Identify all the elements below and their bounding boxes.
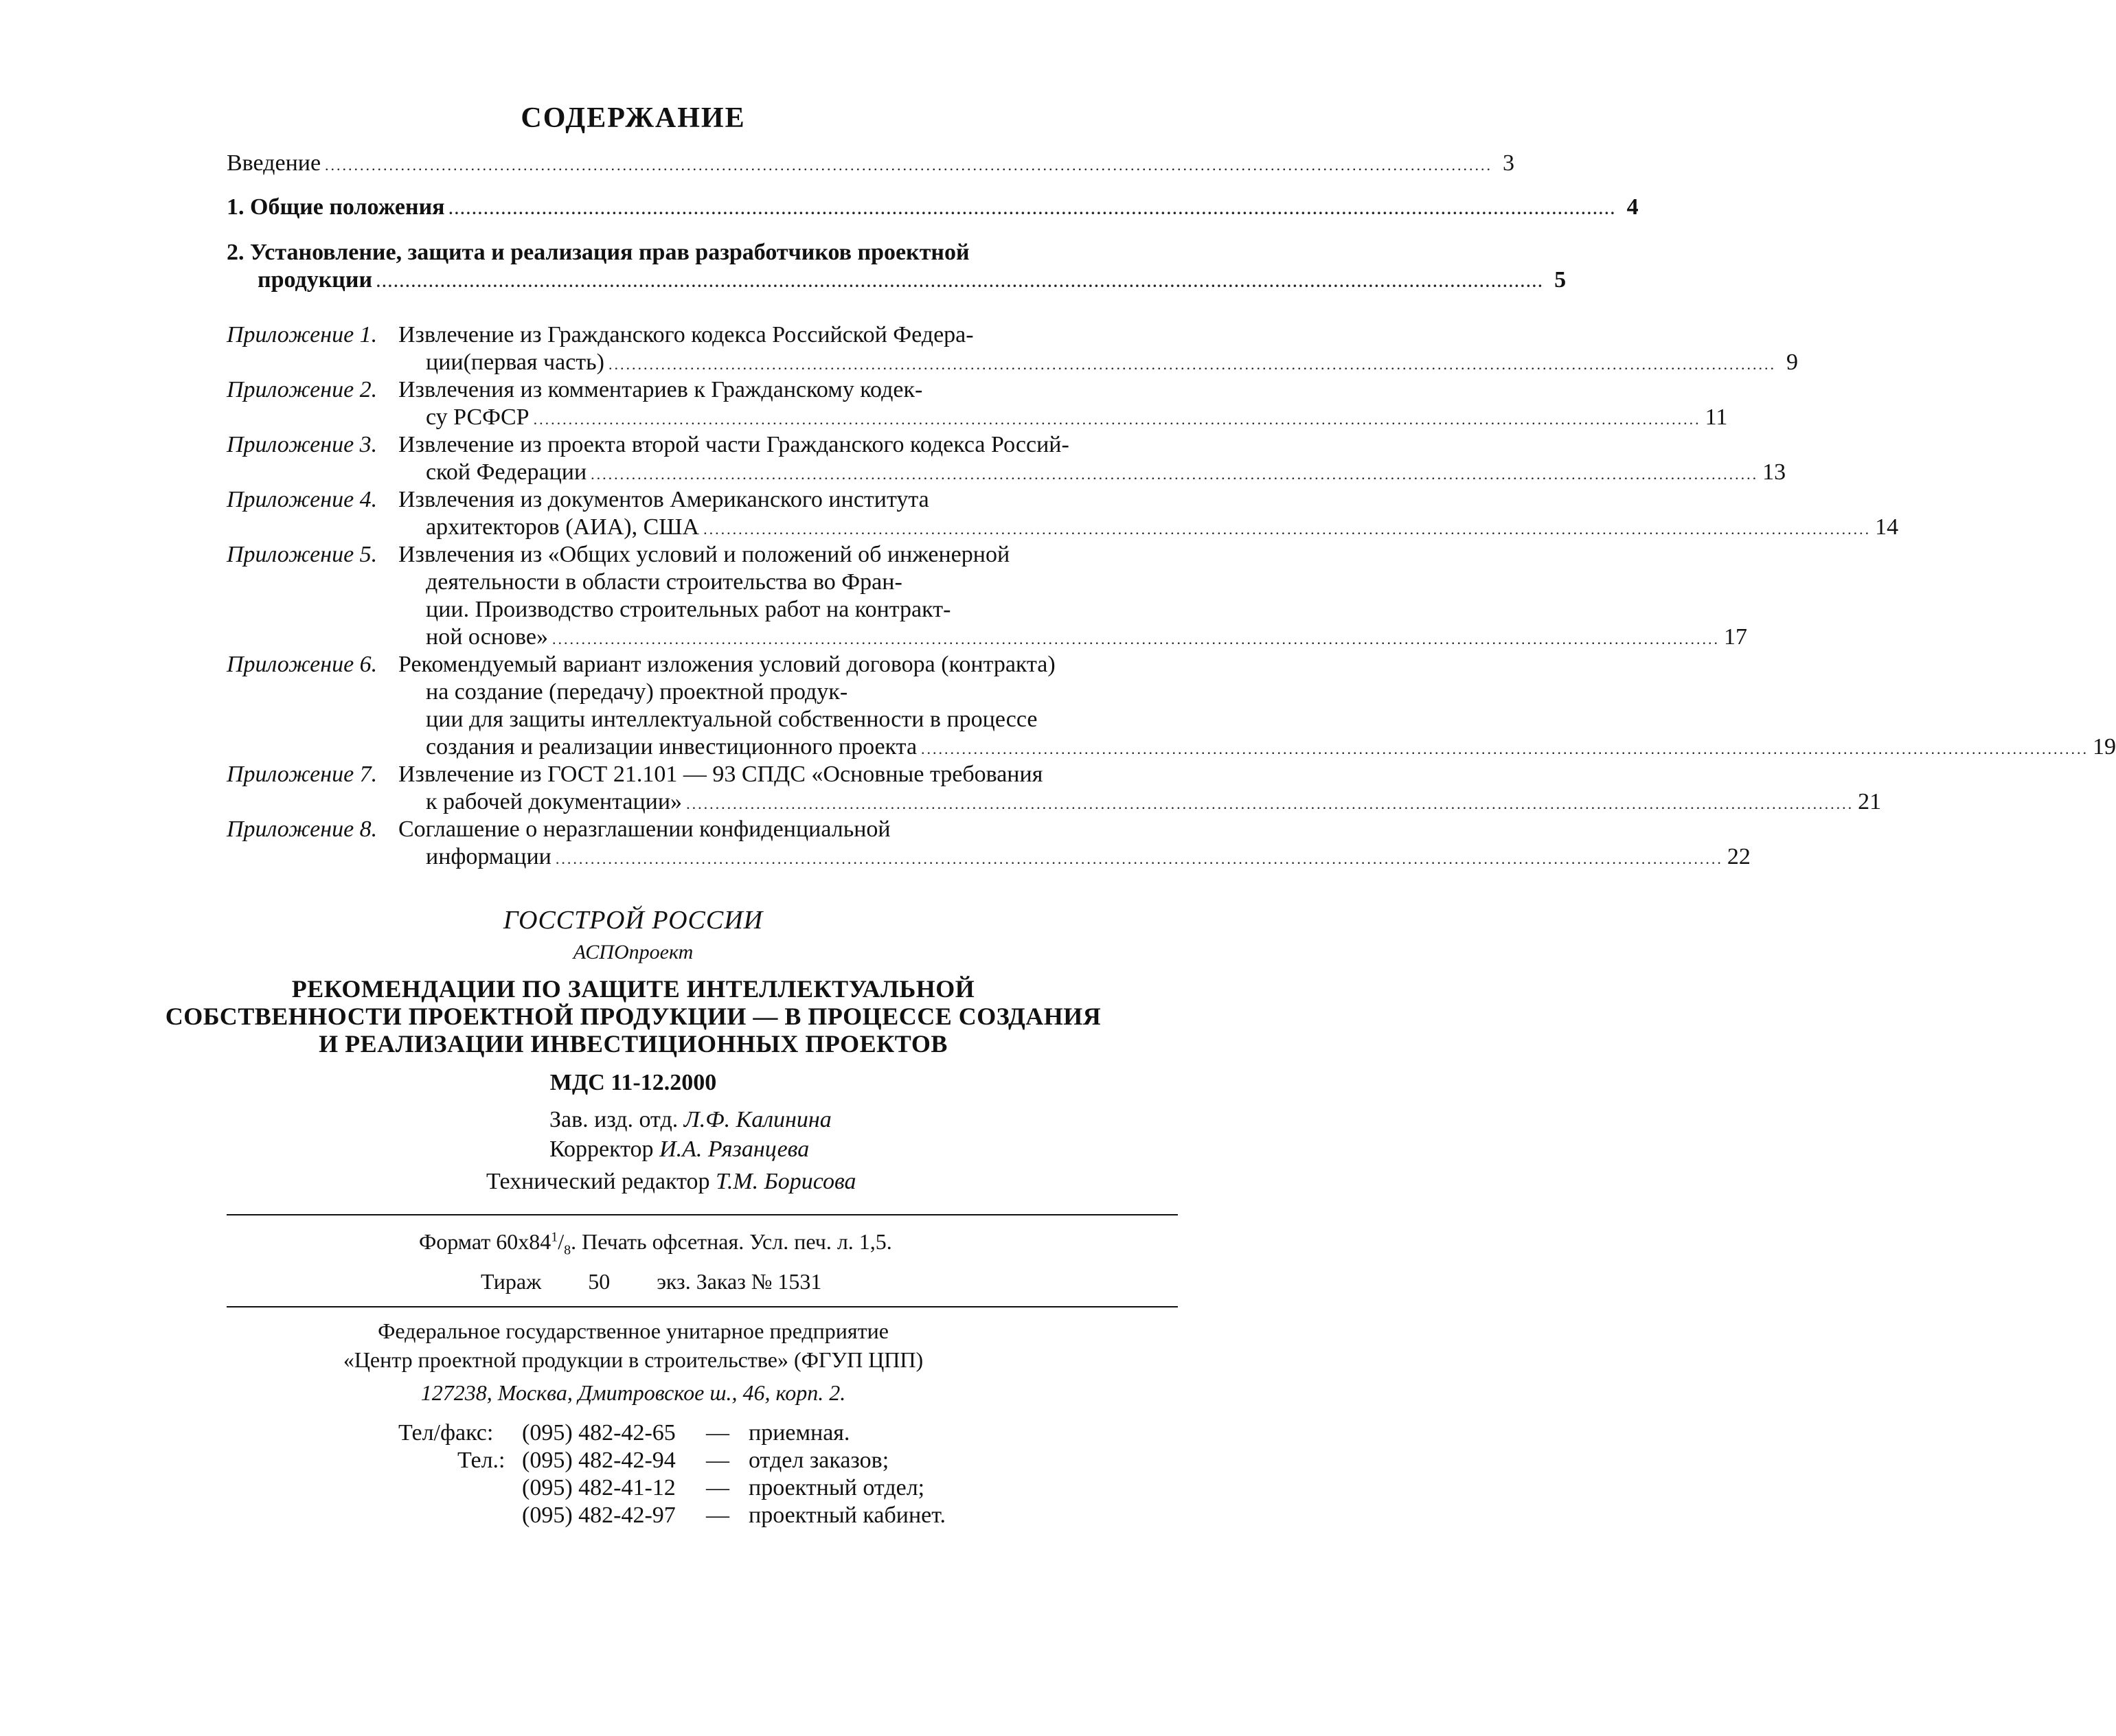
contact-phone[interactable]: (095) 482-42-65 — [522, 1420, 676, 1446]
contact-desc: проектный отдел; — [749, 1475, 925, 1500]
appendix-2-line1[interactable] — [398, 376, 1178, 404]
document-code: МДС 11-12.2000 — [549, 1070, 717, 1095]
contact-dash: — — [706, 1475, 729, 1500]
appendix-text: Извлечение из Гражданского кодекса Российской Федера- — [398, 322, 974, 347]
toc-entry-label: Введение — [227, 150, 321, 176]
appendix-label: Приложение 4. — [227, 487, 378, 512]
dot-leader: ........................................................................................................................................................................................................ — [376, 273, 1545, 290]
appendix-7-line1[interactable] — [398, 761, 1178, 788]
toc-page-number: 5 — [1554, 267, 1567, 293]
appendix-text: Соглашение о неразглашении конфиденциальной — [398, 816, 891, 842]
contact-desc: приемная. — [749, 1420, 850, 1446]
appendix-text: Извлечения из «Общих условий и положений об инженерной — [398, 542, 1010, 567]
appendix-6-line3[interactable] — [426, 706, 1178, 733]
appendix-text: ции(первая часть) — [426, 350, 604, 375]
toc-page-number: 17 — [1723, 624, 1747, 650]
toc-page-number: 4 — [1626, 194, 1639, 220]
contact-phone[interactable]: (095) 482-42-94 — [522, 1448, 676, 1473]
contact-dash: — — [706, 1420, 729, 1446]
publication-title-line-1: РЕКОМЕНДАЦИИ ПО ЗАЩИТЕ ИНТЕЛЛЕКТУАЛЬНОЙ — [291, 975, 975, 1003]
appendix-7-line2[interactable] — [426, 788, 1882, 816]
format-text: Формат 60x84 — [419, 1229, 551, 1254]
dot-leader: ........................................................................................................................................................................................................ — [591, 466, 1759, 483]
divider — [227, 1214, 1178, 1215]
appendix-text: ции. Производство строительных работ на контракт- — [426, 597, 951, 622]
publisher-address: 127238, Москва, Дмитровское ш., 46, корп. 2. — [420, 1380, 846, 1405]
appendix-1-line1[interactable] — [398, 321, 1178, 349]
contact-desc: отдел заказов; — [749, 1448, 889, 1473]
appendix-3-line2[interactable] — [426, 459, 1786, 486]
appendix-text: Извлечение из проекта второй части Гражданского кодекса Россий- — [398, 432, 1069, 457]
toc-entry-label: 1. Общие положения — [227, 194, 445, 220]
order-number: экз. Заказ № 1531 — [657, 1269, 822, 1294]
appendix-label: Приложение 3. — [227, 432, 378, 457]
organization-name: ГОССТРОЙ РОССИИ — [503, 906, 764, 935]
appendix-5-line1[interactable] — [398, 541, 1178, 569]
dot-leader: ........................................................................................................................................................................................................ — [608, 356, 1776, 373]
publication-title-line-2: СОБСТВЕННОСТИ ПРОЕКТНОЙ ПРОДУКЦИИ — В ПРОЦЕССЕ СОЗДАНИЯ — [165, 1003, 1102, 1030]
appendix-6-line2[interactable] — [426, 678, 1178, 706]
contact-desc: проектный кабинет. — [749, 1503, 946, 1528]
credit-role: Технический редактор — [486, 1169, 710, 1194]
appendix-1-line2[interactable] — [426, 349, 1798, 376]
format-text: . Печать офсетная. Усл. печ. л. 1,5. — [571, 1229, 892, 1254]
toc-page-number: 11 — [1705, 404, 1728, 430]
format-fraction-num: 1 — [551, 1229, 558, 1245]
credit-role: Зав. изд. отд. — [549, 1107, 679, 1132]
format-fraction-den: 8 — [564, 1242, 571, 1258]
credit-line — [549, 1137, 809, 1163]
appendix-text: ции для защиты интеллектуальной собственности в процессе — [426, 707, 1038, 732]
publisher-line-1: Федеральное государственное унитарное предприятие — [378, 1318, 889, 1343]
print-run — [481, 1269, 821, 1294]
publication-title-line-3: И РЕАЛИЗАЦИИ ИНВЕСТИЦИОННЫХ ПРОЕКТОВ — [319, 1030, 948, 1058]
appendix-5-line2[interactable] — [426, 569, 1178, 596]
appendix-label: Приложение 5. — [227, 542, 378, 567]
appendix-text: к рабочей документации» — [426, 789, 683, 814]
toc-entry-intro[interactable] — [227, 150, 1515, 177]
credit-name: И.А. Рязанцева — [659, 1137, 810, 1162]
appendix-8-line2[interactable] — [426, 843, 1751, 871]
toc-entry-label: продукции — [258, 267, 373, 293]
toc-entry-label: 2. Установление, защита и реализация прав разработчиков проектной — [227, 240, 970, 265]
appendix-label: Приложение 2. — [227, 377, 378, 402]
appendix-label: Приложение 8. — [227, 816, 378, 842]
toc-page-number: 19 — [2093, 734, 2116, 760]
appendix-label: Приложение 7. — [227, 762, 378, 787]
appendix-8-line1[interactable] — [398, 816, 1178, 843]
credit-line — [486, 1169, 856, 1195]
dot-leader: ........................................................................................................................................................................................................ — [686, 795, 1854, 812]
appendix-text: су РСФСР — [426, 404, 530, 430]
divider — [227, 1306, 1178, 1307]
appendix-text: Извлечения из комментариев к Гражданскому кодек- — [398, 377, 923, 402]
appendix-text: архитекторов (АИА), США — [426, 514, 700, 540]
toc-entry-section-1[interactable] — [227, 194, 1639, 221]
contact-dash: — — [706, 1503, 729, 1528]
toc-page-number: 13 — [1762, 459, 1786, 485]
credit-line — [549, 1107, 832, 1133]
dot-leader: ........................................................................................................................................................................................................ — [325, 157, 1493, 174]
appendix-4-line1[interactable] — [398, 486, 1178, 514]
credit-name: Л.Ф. Калинина — [683, 1107, 832, 1132]
appendix-text: на создание (передачу) проектной продук- — [426, 679, 848, 705]
contact-label: Тел.: — [457, 1448, 505, 1473]
dot-leader: ........................................................................................................................................................................................................ — [703, 521, 1872, 538]
appendix-text: создания и реализации инвестиционного проекта — [426, 734, 918, 760]
appendix-6-line1[interactable] — [398, 651, 1178, 678]
contact-phone[interactable]: (095) 482-42-97 — [522, 1503, 676, 1528]
toc-page-number: 22 — [1727, 844, 1751, 869]
appendix-text: Извлечение из ГОСТ 21.101 — 93 СПДС «Основные требования — [398, 762, 1043, 787]
run-value: 50 — [588, 1269, 611, 1294]
dot-leader: ........................................................................................................................................................................................................ — [448, 201, 1617, 218]
appendix-5-line4[interactable] — [426, 624, 1747, 651]
appendix-text: Рекомендуемый вариант изложения условий договора (контракта) — [398, 652, 1056, 677]
appendix-4-line2[interactable] — [426, 514, 1899, 541]
appendix-6-line4[interactable] — [426, 733, 2116, 761]
credit-name: Т.М. Борисова — [716, 1169, 856, 1194]
dot-leader: ........................................................................................................................................................................................................ — [533, 411, 1701, 428]
toc-title: СОДЕРЖАНИЕ — [521, 102, 746, 134]
toc-page-number: 3 — [1503, 150, 1515, 176]
appendix-text: деятельности в области строительства во Фран- — [426, 569, 902, 595]
toc-page-number: 21 — [1858, 789, 1882, 814]
publisher-line-2: «Центр проектной продукции в строительстве» (ФГУП ЦПП) — [343, 1347, 924, 1372]
appendix-text: Извлечения из документов Американского института — [398, 487, 929, 512]
appendix-label: Приложение 6. — [227, 652, 378, 677]
contact-label: Тел/факс: — [398, 1420, 494, 1446]
run-label: Тираж — [481, 1269, 542, 1294]
credit-role: Корректор — [549, 1137, 654, 1162]
appendix-2-line2[interactable] — [426, 404, 1728, 431]
contact-phone[interactable]: (095) 482-41-12 — [522, 1475, 676, 1500]
appendix-text: информации — [426, 844, 551, 869]
dot-leader: ........................................................................................................................................................................................................ — [921, 740, 2089, 757]
appendix-5-line3[interactable] — [426, 596, 1178, 624]
contact-dash: — — [706, 1448, 729, 1473]
toc-page-number: 9 — [1786, 350, 1798, 375]
dot-leader: ........................................................................................................................................................................................................ — [555, 850, 1723, 867]
toc-entry-section-2-line1[interactable] — [227, 239, 1178, 266]
appendix-text: ской Федерации — [426, 459, 587, 485]
appendix-label: Приложение 1. — [227, 322, 378, 347]
print-format: Формат $60x84^1/_8$. Печать офсетная. Усл. печ. л. 1,5. — [419, 1229, 892, 1258]
toc-page-number: 14 — [1875, 514, 1899, 540]
toc-entry-section-2-line2[interactable] — [258, 266, 1567, 294]
table-of-contents — [227, 0, 2116, 893]
appendix-3-line1[interactable] — [398, 431, 1178, 459]
organization-sub: АСПОпроект — [573, 941, 694, 963]
dot-leader: ........................................................................................................................................................................................................ — [551, 630, 1720, 648]
appendix-text: ной основе» — [426, 624, 548, 650]
